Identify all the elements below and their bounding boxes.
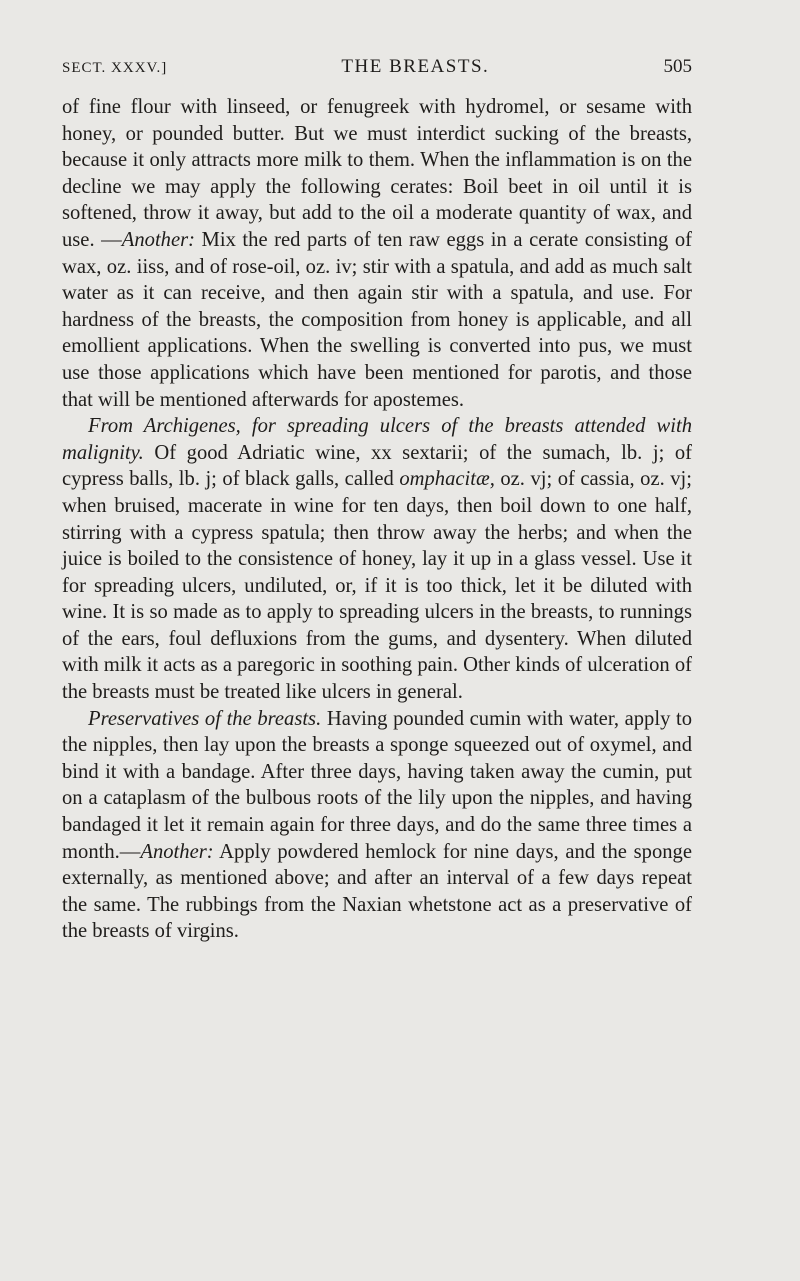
paragraph-preservatives (62, 706, 692, 945)
italic-run: Another: (121, 228, 195, 251)
text-run: Having pounded cumin with water, apply to the nipples, then lay upon the breasts a sponge squeezed out of oxymel, and bind it with a bandage. After three days, having taken away the cumin, put on a cataplasm of the bulbous roots of the lily upon the nipples, and having bandaged it let it remain again for three days, and do the same three times a month.— (62, 707, 693, 863)
text-run: Mix the red parts of ten raw eggs in a cerate consisting of wax, oz. iiss, and of rose-oil, oz. iv; stir with a spatula, and add as much salt water as it can receive, and then again stir with a spatula, and use. For hardness of the breasts, the composition from honey is applicable, and all emollient applications. When the swelling is converted into pus, we must use those applications which have been mentioned for parotis, and those that will be mentioned afterwards for apostemes. (62, 228, 693, 411)
text-run: Apply powdered hemlock for nine days, and the sponge externally, as mentioned above; and after an interval of a few days repeat the same. The rubbings from the Naxian whetstone act as a preservative of the breasts of virgins. (62, 840, 692, 943)
italic-heading: Preservatives of the breasts. (88, 707, 322, 730)
italic-heading: From Archigenes, for spreading ulcers of the breasts attended with malignity. (62, 415, 692, 464)
text-run: oz. vj; of cassia, oz. vj; when bruised, macerate in wine for ten days, then boil down to one half, stirring with a cypress spatula; then throw away the herbs; and when the juice is boiled to the consistence of honey, lay it up in a glass vessel. Use it for spreading ulcers, undiluted, or, if it is too thick, let it be diluted with wine. It is so made as to apply to spreading ulcers in the breasts, to runnings of the ears, foul defluxions from the gums, and dysentery. When diluted with milk it acts as a paregoric in soothing pain. Other kinds of ulceration of the breasts must be treated like ulcers in general. (62, 468, 692, 704)
text-run: of fine flour with linseed, or fenugreek with hydromel, or sesame with honey, or pounded butter. But we must interdict sucking of the breasts, because it only attracts more milk to them. When the inflammation is on the decline we may apply the following cerates: Boil beet in oil until it is softened, throw it away, but add to the oil a moderate quantity of wax, and use. — (62, 96, 692, 251)
italic-run: omphacitæ, (399, 468, 495, 491)
section-label: SECT. XXXV.] (62, 60, 168, 76)
page-number: 505 (663, 56, 692, 77)
paragraph-cerates (62, 94, 692, 413)
paragraph-archigenes (62, 413, 692, 706)
page-title: THE BREASTS. (341, 56, 490, 77)
running-header (62, 56, 692, 82)
italic-run: Another: (140, 840, 214, 863)
text-run: Of good Adriatic wine, xx sextarii; of the sumach, lb. j; of cypress balls, lb. j; of black galls, called (62, 441, 692, 491)
